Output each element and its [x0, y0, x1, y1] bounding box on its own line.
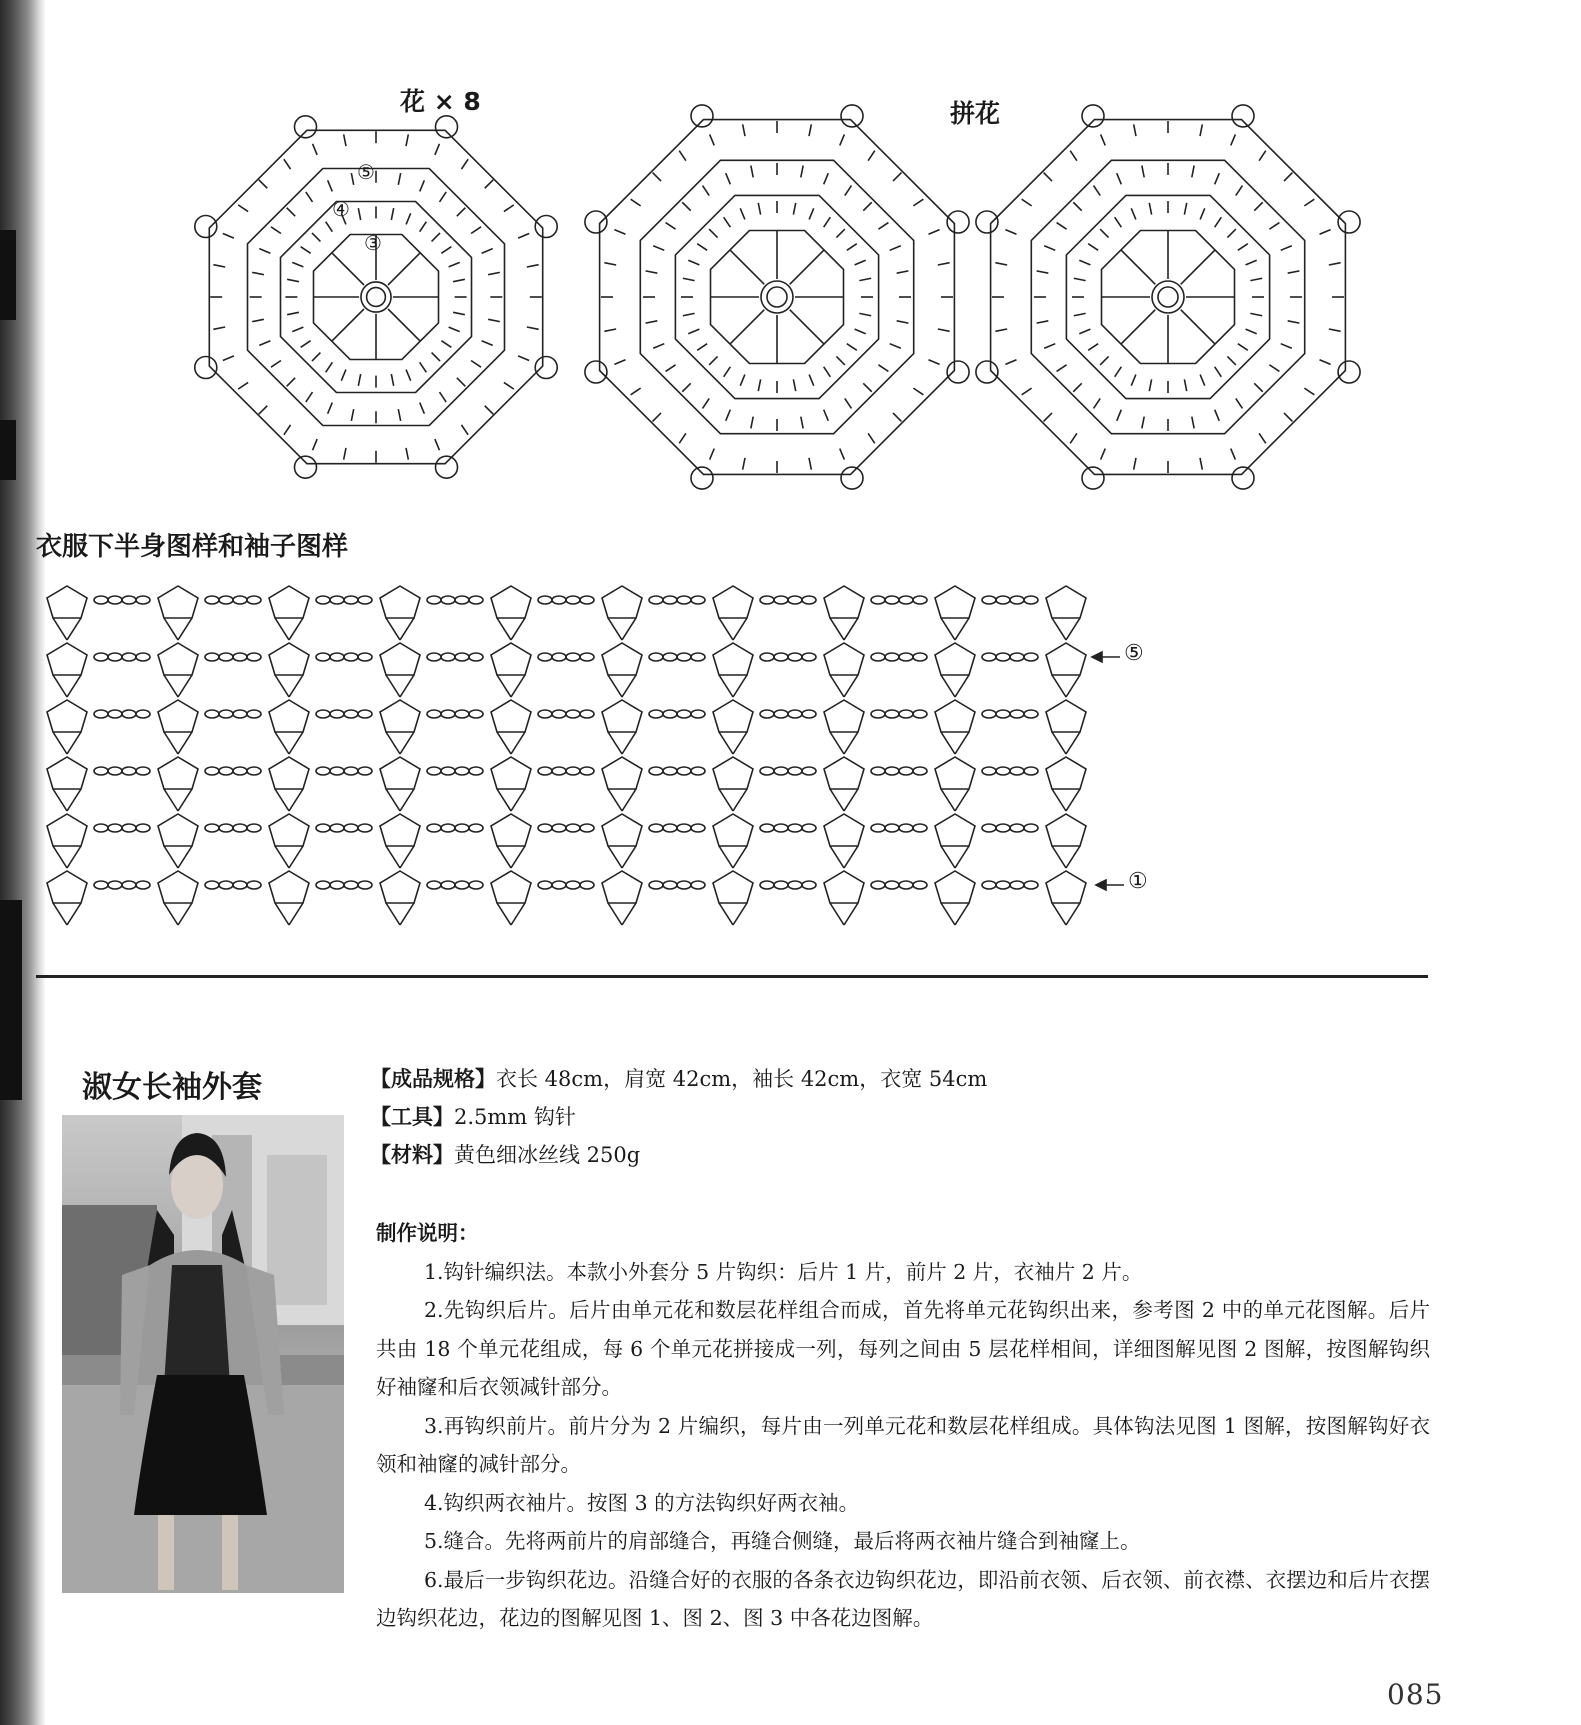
row-arrow-head — [1096, 880, 1106, 890]
motif-title: 花 × 8 — [400, 87, 481, 116]
instruction-step: 3.再钩织前片。前片分为 2 片编织，每片由一列单元花和数层花样组成。具体钩法见图 1 图解，按图解钩好衣领和袖窿的减针部分。 — [376, 1413, 1430, 1476]
octagon-motif — [195, 116, 557, 478]
instruction-step: 1.钩针编织法。本款小外套分 5 片钩织：后片 1 片，前片 2 片，衣袖片 2 片。 — [424, 1259, 1143, 1284]
spec-value: 衣长 48cm，肩宽 42cm，袖长 42cm，衣宽 54cm — [496, 1067, 988, 1091]
article-title: 淑女长袖外套 — [82, 1070, 262, 1105]
spec-value: 黄色细冰丝线 250g — [454, 1143, 641, 1167]
mesh-row — [47, 814, 1086, 868]
round-label-4: ④ — [332, 197, 350, 221]
spec-list — [370, 1060, 987, 1174]
model-photo — [62, 1115, 344, 1593]
mesh-row — [47, 871, 1086, 925]
spec-size — [370, 1060, 987, 1098]
row-markers — [1092, 652, 1124, 890]
mesh-row — [47, 586, 1086, 640]
page-number: 085 — [1387, 1678, 1444, 1711]
instruction-step: 4.钩织两衣袖片。按图 3 的方法钩织好两衣袖。 — [424, 1490, 860, 1515]
spec-key: 【材料】 — [370, 1143, 454, 1167]
round-label-5: ⑤ — [357, 160, 375, 184]
section-divider — [36, 975, 1428, 978]
photo-illustration — [62, 1115, 344, 1593]
mesh-row — [47, 643, 1086, 697]
instructions — [376, 1214, 1430, 1638]
octagon-motif — [976, 105, 1360, 489]
mesh-stitch-chart — [47, 586, 1086, 925]
spec-key: 【成品规格】 — [370, 1067, 496, 1091]
round-label-3: ③ — [364, 231, 382, 255]
row-marker-label-5: ⑤ — [1124, 641, 1144, 666]
section-title: 衣服下半身图样和袖子图样 — [36, 532, 349, 562]
row-marker-label-1: ① — [1128, 869, 1148, 894]
instruction-step: 5.缝合。先将两前片的肩部缝合，再缝合侧缝，最后将两衣袖片缝合到袖窿上。 — [424, 1529, 1141, 1553]
joined-motif-title: 拼花 — [950, 99, 1001, 128]
spec-tool — [370, 1098, 987, 1136]
spec-material — [370, 1136, 987, 1174]
mesh-row — [47, 757, 1086, 811]
instruction-step: 6.最后一步钩织花边。沿缝合好的衣服的各条衣边钩织花边，即沿前衣领、后衣领、前衣襟、衣摆边和后片衣摆边钩织花边，花边的图解见图 1、图 2、图 3 中各花边图解。 — [376, 1567, 1430, 1630]
instructions-heading: 制作说明： — [376, 1221, 479, 1245]
spec-key: 【工具】 — [370, 1105, 454, 1129]
mesh-row — [47, 700, 1086, 754]
instruction-step: 2.先钩织后片。后片由单元花和数层花样组合而成，首先将单元花钩织出来，参考图 2 中的单元花图解。后片共由 18 个单元花组成，每 6 个单元花拼接成一列，每列之间由 5 层花样相间，详细图解见图 2 图解，按图解钩织好袖窿和后衣领减针部分。 — [376, 1298, 1430, 1399]
octagon-motif — [585, 105, 969, 489]
spec-value: 2.5mm 钩针 — [454, 1105, 576, 1129]
row-arrow-head — [1092, 652, 1102, 662]
